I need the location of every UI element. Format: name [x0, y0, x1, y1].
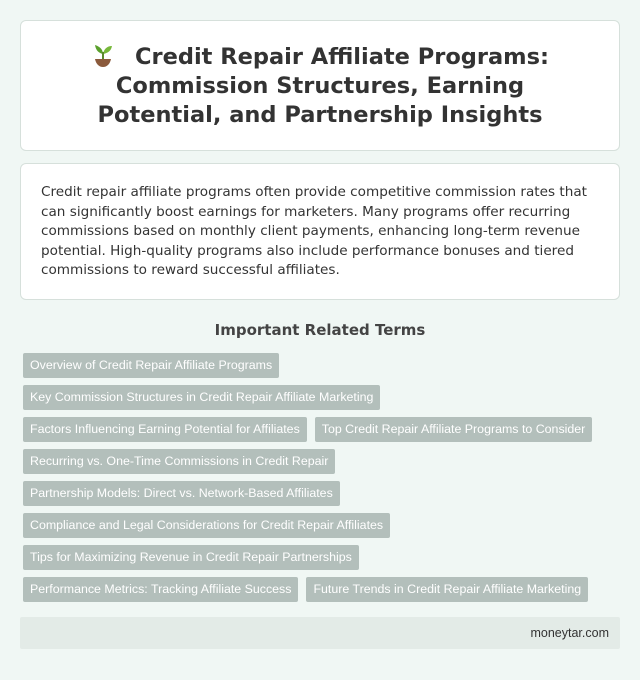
- related-term-tag[interactable]: Compliance and Legal Considerations for Credit Repair Affiliates: [23, 513, 390, 538]
- tag-row: [23, 417, 623, 442]
- related-term-tag[interactable]: Future Trends in Credit Repair Affiliate Marketing: [306, 577, 588, 602]
- tag-row: [23, 449, 623, 474]
- related-term-tag[interactable]: Recurring vs. One-Time Commissions in Credit Repair: [23, 449, 335, 474]
- related-terms-list: [23, 353, 623, 609]
- page-title-text: Credit Repair Affiliate Programs: Commission Structures, Earning Potential, and Partnership Insights: [97, 44, 550, 128]
- tag-row: [23, 353, 623, 378]
- related-term-tag[interactable]: Tips for Maximizing Revenue in Credit Repair Partnerships: [23, 545, 359, 570]
- tag-row: [23, 385, 623, 410]
- related-term-tag[interactable]: Performance Metrics: Tracking Affiliate Success: [23, 577, 298, 602]
- tag-row: [23, 513, 623, 538]
- related-terms-heading: Important Related Terms: [214, 321, 426, 339]
- footer-site-name[interactable]: moneytar.com: [530, 626, 609, 640]
- tag-row: [23, 545, 623, 570]
- related-term-tag[interactable]: Top Credit Repair Affiliate Programs to Consider: [315, 417, 593, 442]
- page-title: [61, 41, 579, 130]
- summary-card: [20, 163, 620, 300]
- related-term-tag[interactable]: Partnership Models: Direct vs. Network-Based Affiliates: [23, 481, 340, 506]
- related-term-tag[interactable]: Key Commission Structures in Credit Repair Affiliate Marketing: [23, 385, 380, 410]
- related-term-tag[interactable]: Overview of Credit Repair Affiliate Programs: [23, 353, 279, 378]
- sprout-icon: [91, 41, 115, 67]
- tag-row: [23, 577, 623, 602]
- summary-text: Credit repair affiliate programs often provide competitive commission rates that can significantly boost earnings for marketers. Many programs offer recurring commissions based on monthly client payments, enhancing long-term revenue potential. High-quality programs also include performance bonuses and tiered commissions to reward successful affiliates.: [41, 184, 587, 278]
- related-term-tag[interactable]: Factors Influencing Earning Potential for Affiliates: [23, 417, 307, 442]
- tag-row: [23, 481, 623, 506]
- title-card: [20, 20, 620, 151]
- footer: [20, 617, 620, 649]
